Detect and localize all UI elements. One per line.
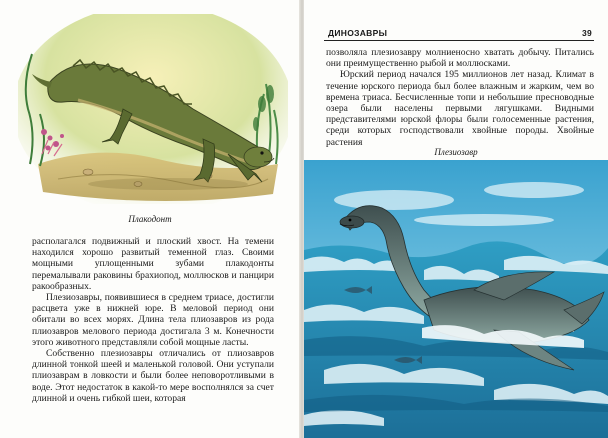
running-title: ДИНОЗАВРЫ (328, 28, 388, 38)
plesiosaur-illustration (304, 160, 608, 438)
plesiosaur-caption: Плезиозавр (434, 147, 478, 157)
left-paragraph-2: Плезиозавры, появившиеся в среднем триасе, достигли расцвета уже в нижней юре. В меловой период они обитали во всех морях. Длина тела плиозавров из рода плиозавров мелового периода достигала 3 м. Конечности этого животного представляли собой мощные ласты. (32, 292, 274, 348)
right-paragraph-1: позволяла плезиозавру молниеносно хватать добычу. Питались они преимущественно рыбой и моллюсками. (326, 47, 594, 70)
right-page (304, 0, 608, 438)
running-head (324, 28, 594, 41)
left-page-body-text (32, 236, 274, 404)
right-page-body-text (326, 47, 594, 148)
right-paragraph-2: Юрский период начался 195 миллионов лет назад. Климат в течение юрского периода был более влажным и жарким, чем во времена триаса. Бесчисленные топи и небольшие пресноводные озера были населены первыми лягушками. Видными представителями юрской флоры были голосеменные растения, среди которых господствовали хвойные породы. Хвойные растения (326, 69, 594, 148)
placodont-illustration (18, 14, 288, 204)
page-number: 39 (581, 28, 592, 38)
left-paragraph-1: располагался подвижный и плоский хвост. На темени находился хорошо развитый теменной глаз. Своими мощными уплощенными зубами плакодонты перемалывали раковины брахиопод, моллюсков и панцири ракообразных. (32, 236, 274, 292)
placodont-caption: Плакодонт (128, 214, 172, 224)
left-paragraph-3: Собственно плезиозавры отличались от плиозавров длинной тонкой шеей и маленькой головой. Они уступали плиозаврам в ловкости и были более неповоротливыми в воде. Этот недостаток в какой-то мере восполнялся за счет длинной и очень гибкой шеи, которая (32, 348, 274, 404)
left-page (0, 0, 300, 438)
